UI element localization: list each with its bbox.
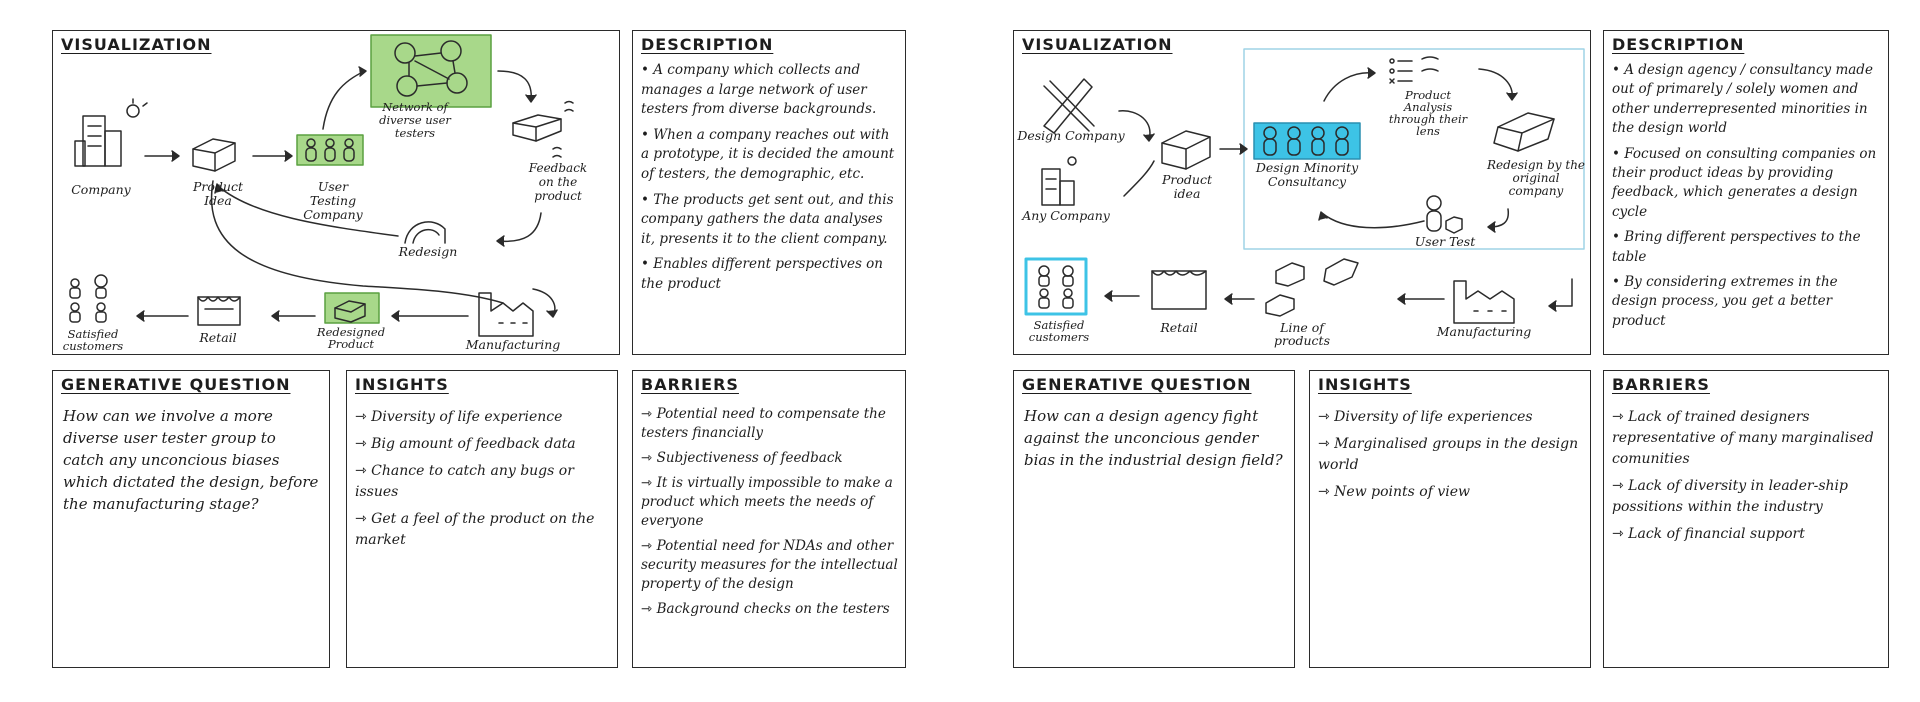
node-satisfied: Satisfied customers [62, 327, 124, 353]
insight-item: ⇾ Chance to catch any bugs or issues [355, 463, 574, 500]
node-product-idea: Product Idea [193, 179, 243, 208]
right-question-text: How can a design agency fight against the unconcious gender bias in the industrial design field? [1024, 407, 1283, 469]
right-description-title: DESCRIPTION [1612, 35, 1745, 54]
barrier-item: ⇾ Subjectiveness of feedback [641, 450, 843, 466]
description-bullet: • Enables different perspectives on the product [641, 256, 883, 292]
barrier-item: ⇾ Lack of trained designers representative of many marginalised comunities [1612, 409, 1874, 467]
redesign-icon [405, 222, 445, 243]
retail-shop-icon [1152, 271, 1206, 309]
design-tools-icon [1044, 79, 1094, 133]
barrier-item: ⇾ Background checks on the testers [641, 601, 890, 617]
factory-icon [1454, 281, 1514, 323]
barrier-item: ⇾ It is virtually impossible to make a product which meets the needs of everyone [641, 475, 893, 529]
left-insights-panel [346, 370, 618, 668]
products-line-icon [1266, 259, 1358, 316]
insight-item: ⇾ Diversity of life experiences [1318, 409, 1533, 425]
left-question-title: GENERATIVE QUESTION [61, 375, 291, 394]
feedback-product-icon [513, 102, 573, 158]
barrier-item: ⇾ Lack of financial support [1612, 526, 1805, 542]
node-company: Company [71, 182, 131, 197]
node-redesign: Redesign by the original company [1486, 158, 1586, 198]
barrier-item: ⇾ Lack of diversity in leader-ship possitions within the industry [1612, 478, 1848, 515]
left-barriers-panel [632, 370, 906, 668]
node-retail: Retail [1160, 320, 1198, 335]
node-consultancy: Design Minority Consultancy [1255, 160, 1359, 189]
node-user-test: User Test [1414, 234, 1476, 249]
right-barriers-list [1612, 407, 1882, 551]
node-manufacturing: Manufacturing [465, 337, 561, 352]
company-building-icon [1042, 157, 1076, 205]
node-line-of-products: Line of products [1274, 320, 1330, 348]
left-visualization-panel [52, 30, 620, 355]
insight-item: ⇾ Get a feel of the product on the market [355, 511, 595, 548]
node-design-company: Design Company [1017, 128, 1125, 143]
product-box-icon [1162, 131, 1210, 169]
left-insights-title: INSIGHTS [355, 375, 449, 394]
node-analysis: Product Analysis through their lens [1388, 88, 1468, 138]
insight-item: ⇾ Diversity of life experience [355, 409, 563, 425]
right-description-list [1612, 61, 1882, 337]
description-bullet: • Focused on consulting companies on their product ideas by providing feedback, which generates a design cycle [1612, 145, 1877, 220]
node-product-idea: Product idea [1162, 172, 1212, 201]
right-question-panel [1013, 370, 1295, 668]
node-redesign: Redesign [398, 244, 458, 259]
left-question-text: How can we involve a more diverse user tester group to catch any unconcious biases which dictated the design, before the manufacturing stage? [63, 407, 319, 513]
left-description-title: DESCRIPTION [641, 35, 774, 54]
description-bullet: • A design agency / consultancy made out of primarely / solely women and other underrepresented minorities in the design world [1612, 62, 1873, 137]
right-question-title: GENERATIVE QUESTION [1022, 375, 1252, 394]
node-retail: Retail [199, 330, 237, 345]
node-satisfied: Satisfied customers [1028, 318, 1090, 344]
retail-shop-icon [198, 297, 240, 325]
right-insights-list [1318, 407, 1584, 509]
node-network: Network of diverse user testers [379, 100, 451, 140]
checklist-icon [1390, 57, 1438, 83]
left-barriers-list [641, 405, 899, 625]
left-description-panel [632, 30, 906, 355]
left-visualization-title: VISUALIZATION [61, 35, 212, 54]
left-question-panel [52, 370, 330, 668]
right-barriers-panel [1603, 370, 1889, 668]
right-barriers-title: BARRIERS [1612, 375, 1710, 394]
description-bullet: • By considering extremes in the design process, you get a better product [1612, 274, 1838, 329]
node-user-testing: User Testing Company [303, 179, 363, 222]
description-bullet: • When a company reaches out with a prototype, it is decided the amount of testers, the demographic, etc. [641, 126, 895, 182]
description-bullet: • The products get sent out, and this company gathers the data analyses it, presents it to the client company. [641, 191, 894, 247]
description-bullet: • A company which collects and manages a large network of user testers from diverse backgrounds. [641, 62, 877, 118]
node-feedback: Feedback on the product [528, 161, 588, 203]
right-insights-panel [1309, 370, 1591, 668]
left-description-list [641, 61, 899, 301]
barrier-item: ⇾ Potential need to compensate the testers financially [641, 406, 886, 441]
right-insights-title: INSIGHTS [1318, 375, 1412, 394]
insight-item: ⇾ Marginalised groups in the design world [1318, 436, 1579, 473]
description-bullet: • Bring different perspectives to the table [1612, 229, 1861, 265]
left-barriers-title: BARRIERS [641, 375, 739, 394]
customers-icon [70, 275, 107, 322]
node-manufacturing: Manufacturing [1436, 324, 1532, 339]
company-building-icon [75, 99, 147, 166]
user-test-icon [1427, 196, 1462, 233]
barrier-item: ⇾ Potential need for NDAs and other security measures for the intellectual property of the design [641, 538, 898, 592]
redesign-box-icon [1494, 113, 1554, 151]
right-visualization-title: VISUALIZATION [1022, 35, 1173, 54]
right-visualization-panel [1013, 30, 1591, 355]
insight-item: ⇾ New points of view [1318, 484, 1471, 500]
node-any-company: Any Company [1022, 208, 1110, 223]
left-insights-list [355, 407, 611, 557]
insight-item: ⇾ Big amount of feedback data [355, 436, 576, 452]
product-box-icon [193, 139, 235, 171]
right-description-panel [1603, 30, 1889, 355]
node-redesigned-product: Redesigned Product [316, 325, 386, 351]
customers-icon [1039, 266, 1073, 308]
